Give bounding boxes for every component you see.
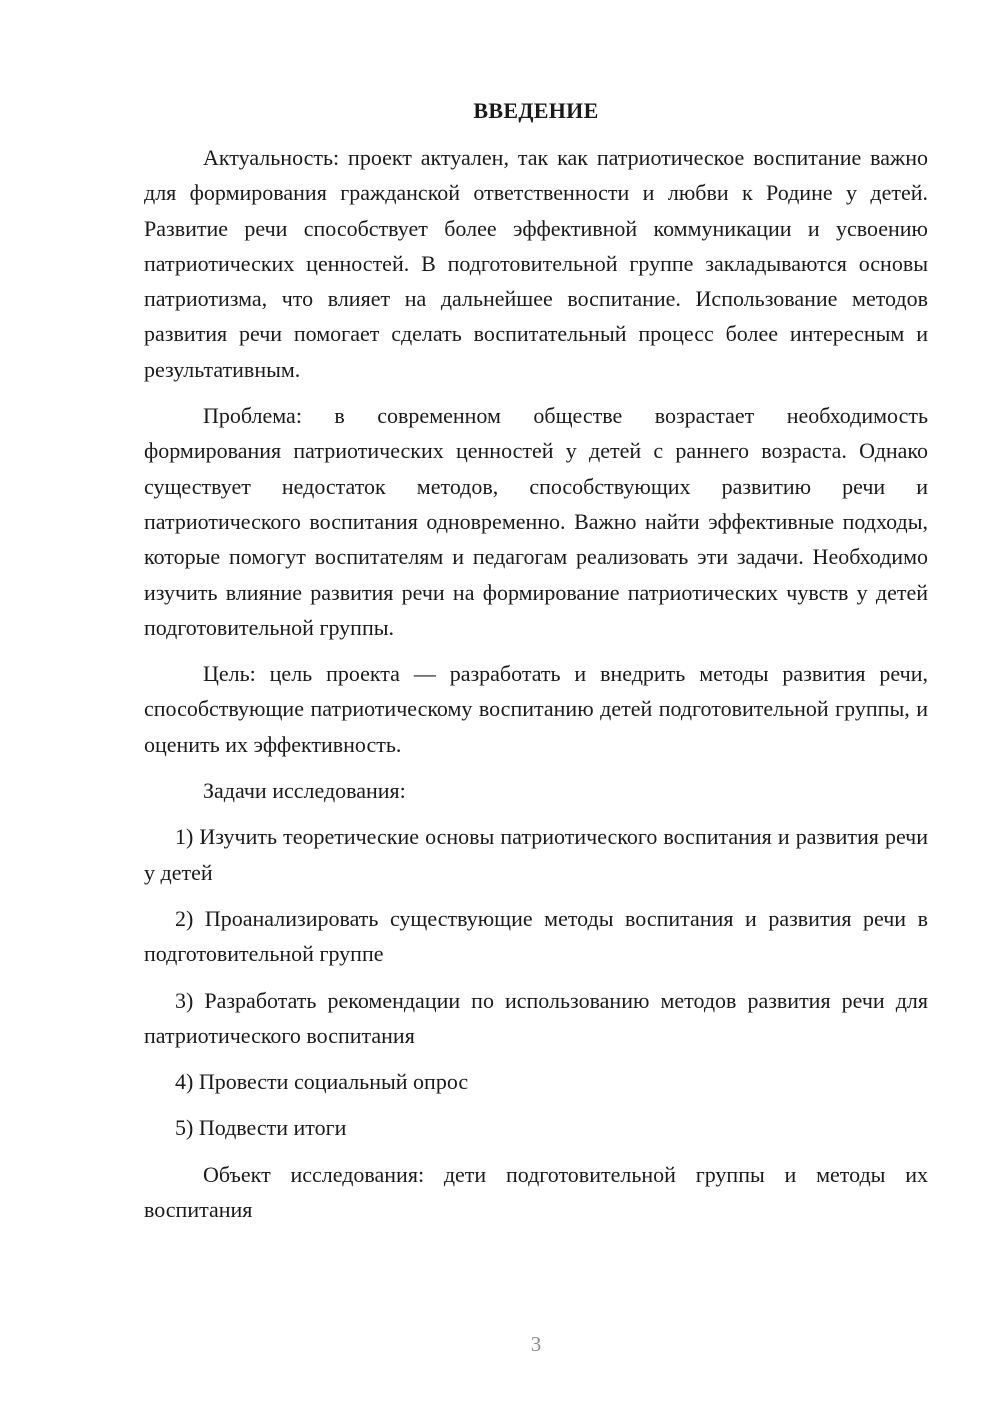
task-item-3: 3) Разработать рекомендации по использованию методов развития речи для патриотического воспитания — [144, 987, 928, 1048]
task-item-2: 2) Проанализировать существующие методы воспитания и развития речи в подготовительной группе — [144, 905, 928, 967]
section-heading: ВВЕДЕНИЕ — [473, 98, 599, 123]
paragraph-goal: Цель: цель проекта — разработать и внедрить методы развития речи, способствующие патриотическому воспитанию детей подготовительной группы, и оценить их эффективность. — [144, 661, 928, 757]
task-item-5: 5) Подвести итоги — [175, 1115, 347, 1141]
task-item-4: 4) Провести социальный опрос — [175, 1069, 469, 1095]
paragraph-relevance: Актуальность: проект актуален, так как патриотическое воспитание важно для формирования гражданской ответственности и любви к Родине у детей. Развитие речи способствует более эффективной коммуникации и усвоению патриотических ценностей. В подготовительной группе закладываются основы патриотизма, что влияет на дальнейшее воспитание. Использование методов развития речи помогает сделать воспитательный процесс более интересным и результативным. — [144, 145, 928, 382]
paragraph-object: Объект исследования: дети подготовительной группы и методы их воспитания — [144, 1161, 928, 1223]
page-number: 3 — [530, 1332, 542, 1356]
task-item-1: 1) Изучить теоретические основы патриотического воспитания и развития речи у детей — [144, 824, 928, 885]
paragraph-problem: Проблема: в современном обществе возрастает необходимость формирования патриотических ценностей у детей с раннего возраста. Однако существует недостаток методов, способствующих развитию речи и патриотического воспитания одновременно. Важно найти эффективные подходы, которые помогут воспитателям и педагогам реализовать эти задачи. Необходимо изучить влияние развития речи на формирование патриотических чувств у детей подготовительной группы. — [144, 403, 928, 640]
page-content — [144, 94, 928, 1238]
paragraph-tasks-intro: Задачи исследования: — [203, 778, 406, 804]
